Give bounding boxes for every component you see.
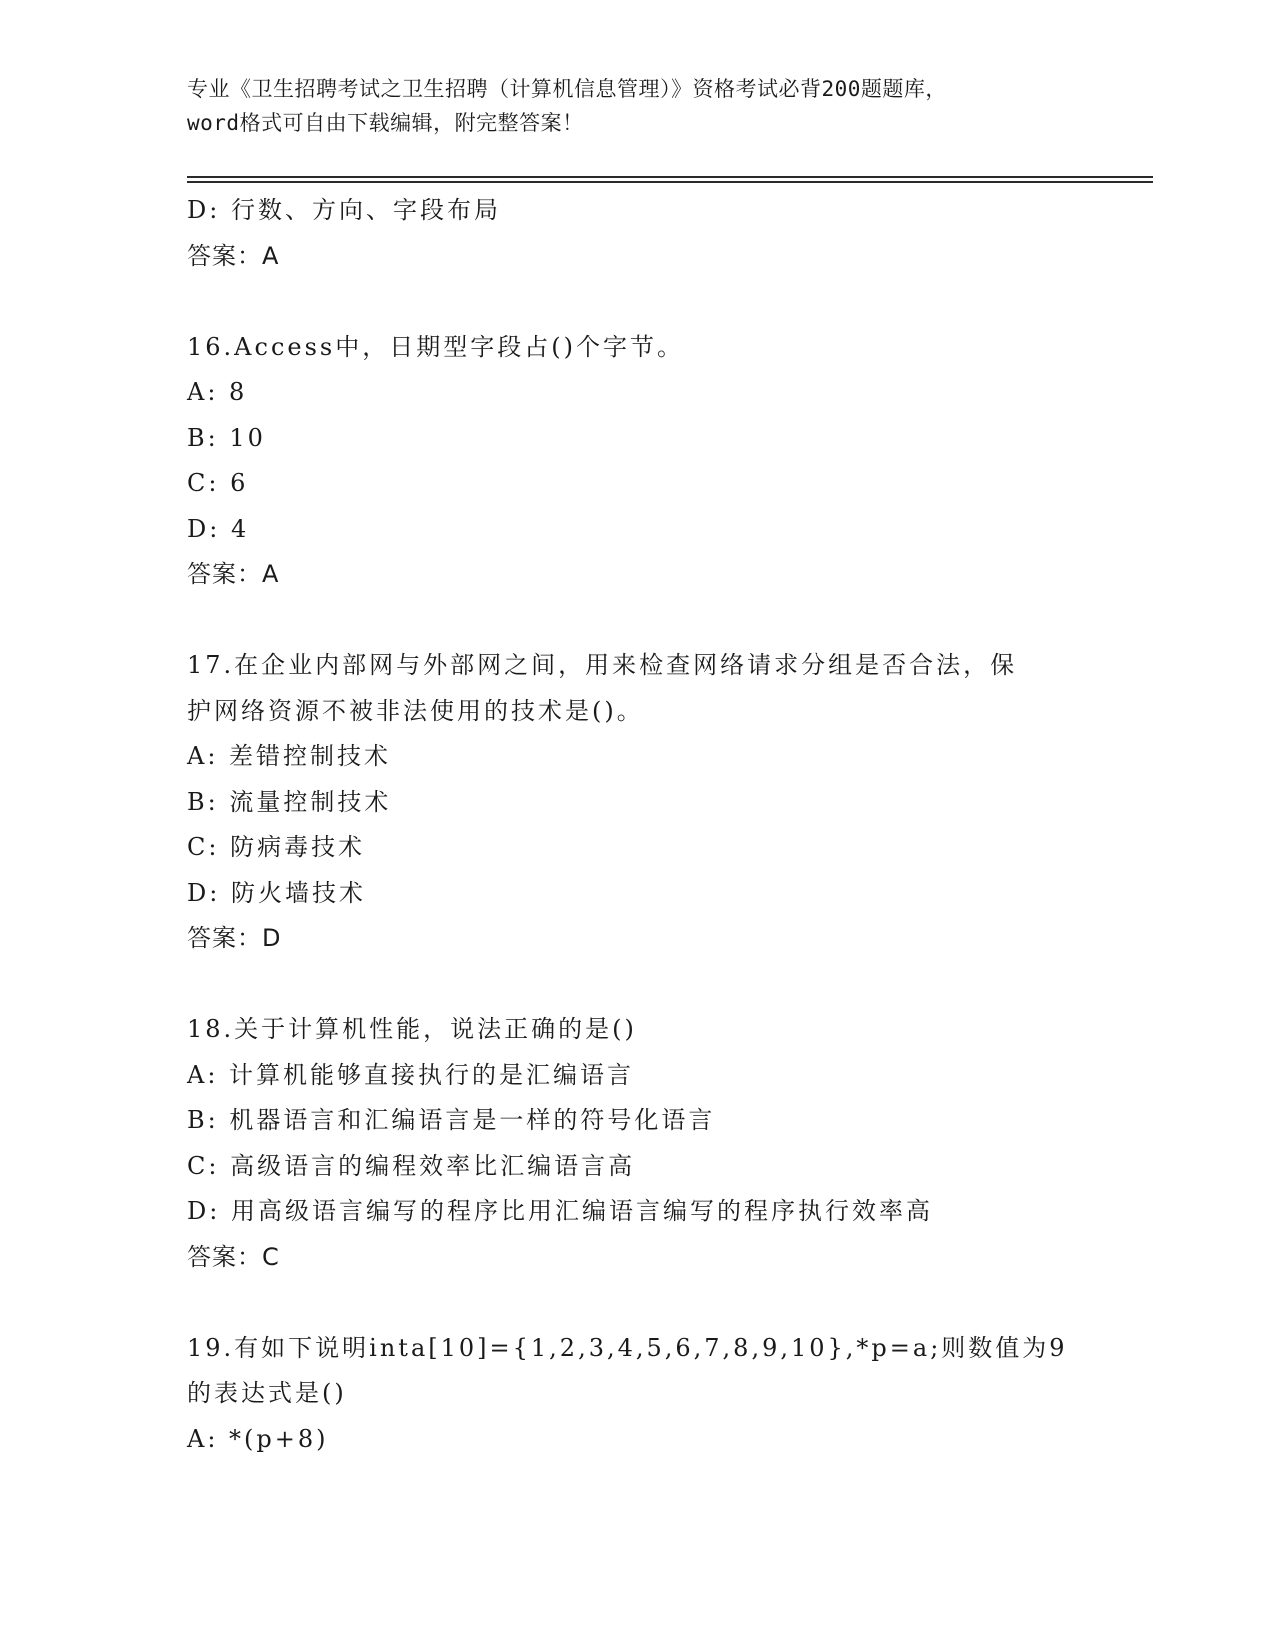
option-c: C: 高级语言的编程效率比汇编语言高 <box>187 1151 636 1180</box>
question-stem-continued: 护网络资源不被非法使用的技术是()。 <box>187 696 644 725</box>
document-header <box>187 72 1087 140</box>
option-c: C: 防病毒技术 <box>187 833 366 861</box>
header-divider-top <box>187 176 1153 178</box>
option-c: C: 6 <box>187 469 249 497</box>
option-a: A: 8 <box>187 378 248 406</box>
option-a: A: 差错控制技术 <box>187 742 392 770</box>
question-16 <box>187 325 1087 598</box>
option-b: B: 机器语言和汇编语言是一样的符号化语言 <box>187 1106 716 1134</box>
question-17 <box>187 643 1087 962</box>
answer-line: 答案：C <box>187 1242 280 1271</box>
question-stem: 16.Access中，日期型字段占()个字节。 <box>187 332 684 361</box>
option-b: B: 10 <box>187 423 266 452</box>
spacer <box>187 962 1087 1008</box>
header-title-line-2: word格式可自由下载编辑，附完整答案！ <box>187 111 584 135</box>
question-list <box>187 188 1087 1462</box>
question-stem-continued: 的表达式是() <box>187 1379 347 1407</box>
question-stem: 19.有如下说明inta[10]={1,2,3,4,5,6,7,8,9,10},*p=a;则数值为9 <box>187 1333 1068 1362</box>
option-b: B: 流量控制技术 <box>187 787 392 816</box>
question-stem: 17.在企业内部网与外部网之间，用来检查网络请求分组是否合法，保 <box>187 651 1018 679</box>
spacer <box>187 1280 1087 1326</box>
answer-line: 答案：A <box>187 560 280 588</box>
question-15-tail <box>187 188 1087 279</box>
option-d: D: 用高级语言编写的程序比用汇编语言编写的程序执行效率高 <box>187 1197 933 1225</box>
option-a: A: 计算机能够直接执行的是汇编语言 <box>187 1060 635 1089</box>
question-18 <box>187 1007 1087 1280</box>
option-a: A: *(p+8) <box>187 1424 329 1453</box>
header-title-line-1: 专业《卫生招聘考试之卫生招聘（计算机信息管理）》资格考试必背200题题库， <box>187 77 947 101</box>
option-d: D: 4 <box>187 514 250 543</box>
spacer <box>187 598 1087 644</box>
question-19 <box>187 1326 1087 1463</box>
option-d: D: 行数、方向、字段布局 <box>187 196 501 224</box>
spacer <box>187 279 1087 325</box>
option-d: D: 防火墙技术 <box>187 878 366 907</box>
header-divider-bottom <box>187 181 1153 183</box>
answer-line: 答案：D <box>187 924 282 952</box>
question-stem: 18.关于计算机性能，说法正确的是() <box>187 1015 637 1043</box>
answer-line: 答案：A <box>187 241 280 270</box>
